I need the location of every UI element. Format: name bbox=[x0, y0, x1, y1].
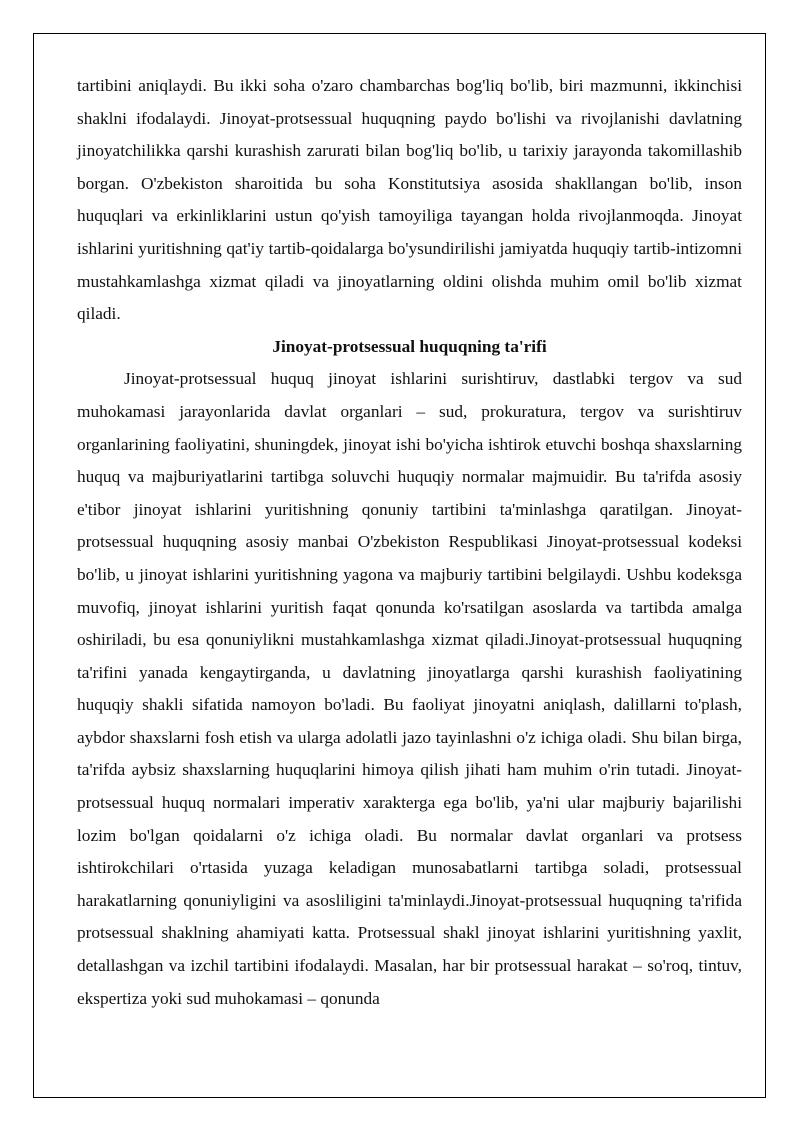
paragraph-definition: Jinoyat-protsessual huquq jinoyat ishlarini surishtiruv, dastlabki tergov va sud muhokamasi jarayonlarida davlat organlari – sud, prokuratura, tergov va surishtiruv organlarining faoliyatini, shuningdek, jinoyat ishi bo'yicha ishtirok etuvchi boshqa shaxslarning huquq va majburiyatlarini tartibga soluvchi huquqiy normalar majmuidir. Bu ta'rifda asosiy e'tibor jinoyat ishlarini yuritishning qonuniy tartibini ta'minlashga qaratilgan. Jinoyat-protsessual huquqning asosiy manbai O'zbekiston Respublikasi Jinoyat-protsessual kodeksi bo'lib, u jinoyat ishlarini yuritishning yagona va majburiy tartibini belgilaydi. Ushbu kodeksga muvofiq, jinoyat ishlarini yuritish faqat qonunda ko'rsatilgan asoslarda va tartibda amalga oshiriladi, bu esa qonuniylikni mustahkamlashga xizmat qiladi.Jinoyat-protsessual huquqning ta'rifini yanada kengaytirganda, u davlatning jinoyatlarga qarshi kurashish faoliyatining huquqiy shakli sifatida namoyon bo'ladi. Bu faoliyat jinoyatni aniqlash, dalillarni to'plash, aybdor shaxslarni fosh etish va ularga adolatli jazo tayinlashni o'z ichiga oladi. Shu bilan birga, ta'rifda aybsiz shaxslarning huquqlarini himoya qilish jihati ham muhim o'rin tutadi. Jinoyat-protsessual huquq normalari imperativ xarakterga ega bo'lib, ya'ni ular majburiy bajarilishi lozim bo'lgan qoidalarni o'z ichiga oladi. Bu normalar davlat organlari va protsess ishtirokchilari o'rtasida yuzaga keladigan munosabatlarni tartibga soladi, protsessual harakatlarning qonuniyligini va asosliligini ta'minlaydi.Jinoyat-protsessual huquqning ta'rifida protsessual shaklning ahamiyati katta. Protsessual shakl jinoyat ishlarini yuritishning yaxlit, detallashgan va izchil tartibini ifodalaydi. Masalan, har bir protsessual harakat – so'roq, tintuv, ekspertiza yoki sud muhokamasi – qonunda bbox=[77, 369, 742, 1008]
document-body bbox=[77, 70, 742, 1015]
section-heading: Jinoyat-protsessual huquqning ta'rifi bbox=[272, 336, 547, 356]
paragraph-intro: tartibini aniqlaydi. Bu ikki soha o'zaro chambarchas bog'liq bo'lib, biri mazmunni, ikkinchisi shaklni ifodalaydi. Jinoyat-protsessual huquqning paydo bo'lishi va rivojlanishi davlatning jinoyatchilikka qarshi kurashish zarurati bilan bog'liq bo'lib, u tarixiy jarayonda takomillashib borgan. O'zbekiston sharoitida bu soha Konstitutsiya asosida shakllangan bo'lib, inson huquqlari va erkinliklarini ustun qo'yish tamoyiliga tayangan holda rivojlanmoqda. Jinoyat ishlarini yuritishning qat'iy tartib-qoidalarga bo'ysundirilishi jamiyatda huquqiy tartib-intizomni mustahkamlashga xizmat qiladi va jinoyatlarning oldini olishda muhim omil bo'lib xizmat qiladi. bbox=[77, 76, 742, 324]
